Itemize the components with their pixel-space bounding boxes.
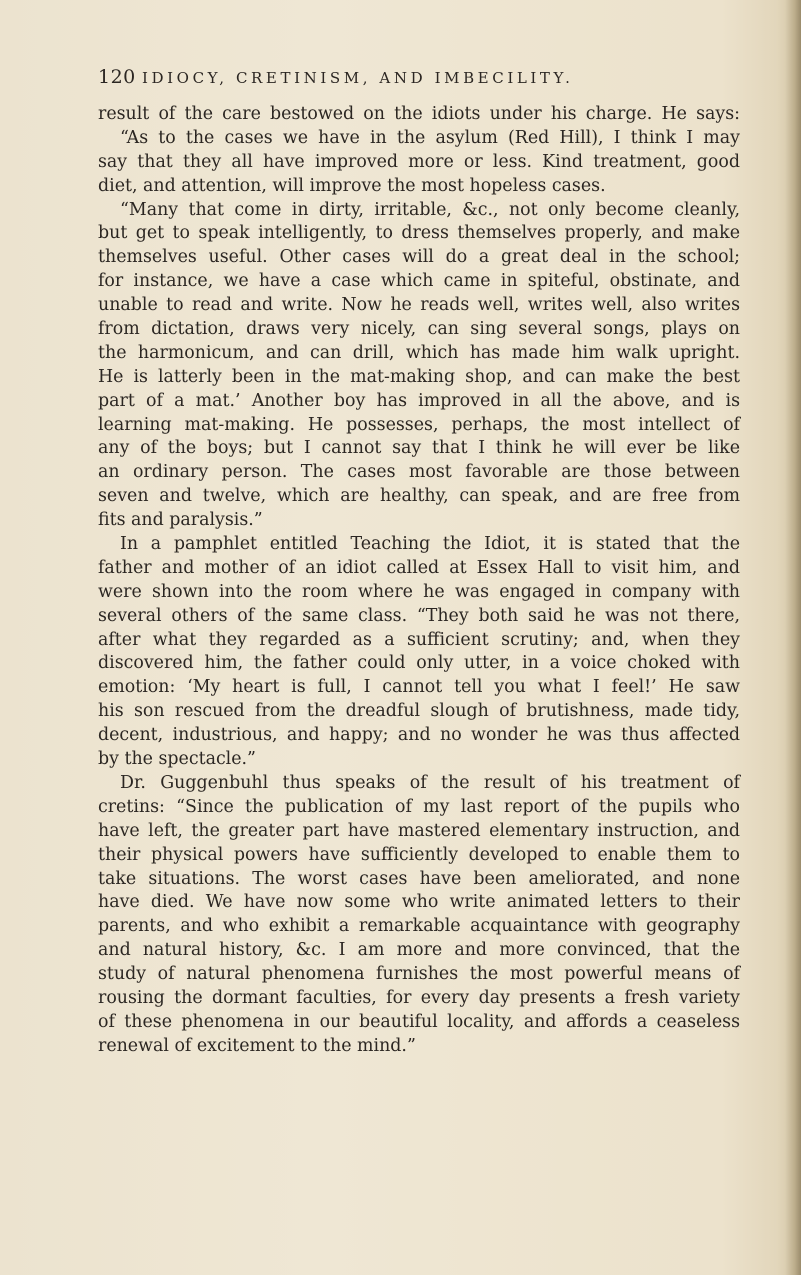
text-line: his son rescued from the dreadful slough of brutishness, made tidy, — [98, 701, 740, 722]
running-head: IDIOCY, CRETINISM, AND IMBECILITY. — [142, 69, 574, 87]
text-line: learning mat-making. He possesses, perhaps, the most intellect of — [98, 414, 740, 435]
text-line: were shown into the room where he was engaged in company with — [98, 581, 740, 602]
text-line: study of natural phenomena furnishes the most powerful means of — [98, 964, 740, 985]
text-line: seven and twelve, which are healthy, can speak, and are free from — [98, 486, 740, 507]
text-line: but get to speak intelligently, to dress themselves properly, and make — [98, 223, 740, 244]
text-line: fits and paralysis.” — [98, 510, 263, 531]
text-line: unable to read and write. Now he reads well, writes well, also writes — [98, 295, 740, 316]
text-line: cretins: “Since the publication of my last report of the pupils who — [98, 796, 740, 817]
page-edge-shadow — [785, 0, 801, 1275]
text-line: emotion: ‘My heart is full, I cannot tell you what I feel!’ He saw — [98, 677, 740, 698]
text-line: the harmonicum, and can drill, which has made him walk upright. — [98, 342, 740, 363]
text-line: take situations. The worst cases have been ameliorated, and none — [98, 868, 740, 889]
text-line: and natural history, &c. I am more and more convinced, that the — [98, 940, 740, 961]
text-line: “Many that come in dirty, irritable, &c., not only become cleanly, — [120, 199, 740, 220]
text-line: any of the boys; but I cannot say that I think he will ever be like — [98, 438, 740, 459]
text-line: “As to the cases we have in the asylum (Red Hill), I think I may — [120, 127, 740, 148]
text-line: for instance, we have a case which came in spiteful, obstinate, and — [98, 271, 740, 292]
text-line: have died. We have now some who write animated letters to their — [98, 892, 740, 913]
text-line: He is latterly been in the mat-making shop, and can make the best — [98, 366, 740, 387]
text-line: have left, the greater part have mastered elementary instruction, and — [98, 820, 740, 841]
text-line: from dictation, draws very nicely, can sing several songs, plays on — [98, 319, 740, 340]
text-line: say that they all have improved more or less. Kind treatment, good — [98, 151, 740, 172]
text-line: Dr. Guggenbuhl thus speaks of the result of his treatment of — [120, 772, 740, 793]
page-number: 120 — [98, 66, 136, 88]
text-line: of these phenomena in our beautiful locality, and affords a ceaseless — [98, 1011, 740, 1032]
text-line: their physical powers have sufficiently developed to enable them to — [98, 844, 740, 865]
text-line: discovered him, the father could only utter, in a voice choked with — [98, 653, 740, 674]
text-line: an ordinary person. The cases most favorable are those between — [98, 462, 740, 483]
text-line: several others of the same class. “They both said he was not there, — [98, 605, 740, 626]
body-text — [98, 103, 740, 1059]
text-line: diet, and attention, will improve the most hopeless cases. — [98, 175, 606, 196]
text-line: rousing the dormant faculties, for every day presents a fresh variety — [98, 987, 740, 1008]
text-line: renewal of excitement to the mind.” — [98, 1035, 416, 1056]
text-line: In a pamphlet entitled Teaching the Idiot, it is stated that the — [120, 534, 740, 555]
text-line: result of the care bestowed on the idiots under his charge. He says: — [98, 104, 740, 124]
text-line: by the spectacle.” — [98, 749, 256, 770]
text-line: decent, industrious, and happy; and no wonder he was thus affected — [98, 725, 740, 746]
text-line: after what they regarded as a sufficient scrutiny; and, when they — [98, 629, 740, 650]
text-line: father and mother of an idiot called at Essex Hall to visit him, and — [98, 557, 740, 578]
text-line: parents, and who exhibit a remarkable acquaintance with geography — [98, 916, 740, 937]
text-line: themselves useful. Other cases will do a great deal in the school; — [98, 247, 740, 268]
text-line: part of a mat.’ Another boy has improved in all the above, and is — [98, 390, 740, 411]
page-header — [98, 66, 738, 92]
